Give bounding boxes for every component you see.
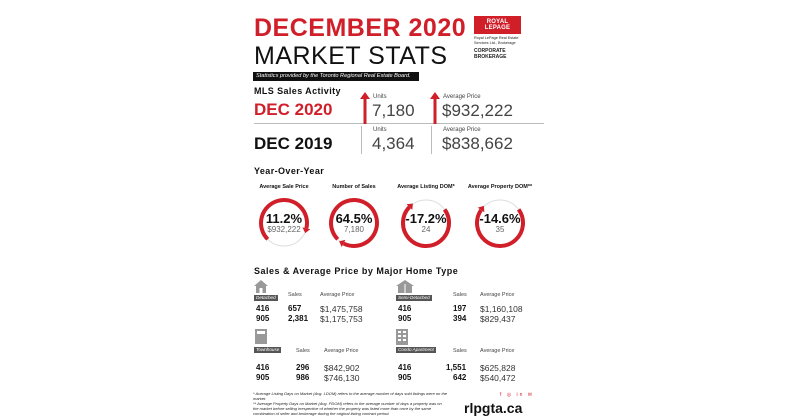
sales-count: 296 bbox=[296, 363, 310, 372]
home-type-tag: Townhouse bbox=[256, 347, 280, 352]
region-code: 416 bbox=[398, 304, 412, 313]
house-icon bbox=[254, 280, 268, 293]
previous-price-label: Average Price bbox=[443, 127, 481, 133]
price-col-header: Average Price bbox=[480, 292, 515, 298]
home-type-tag: Semi-Detached bbox=[398, 295, 430, 300]
region-code: 905 bbox=[256, 314, 270, 323]
current-price: $932,222 bbox=[442, 101, 513, 120]
sales-count: 986 bbox=[296, 373, 310, 382]
yoy-title: Average Listing DOM* bbox=[397, 184, 455, 190]
yoy-value: $932,222 bbox=[267, 225, 301, 234]
home-type-tag: Detached bbox=[256, 295, 276, 300]
region-code: 416 bbox=[256, 363, 270, 372]
sales-count: 394 bbox=[453, 314, 467, 323]
divider-vertical bbox=[361, 126, 362, 154]
avg-price: $842,902 bbox=[324, 363, 360, 373]
region-code: 905 bbox=[398, 314, 412, 323]
sales-count: 2,381 bbox=[288, 314, 309, 323]
price-col-header: Average Price bbox=[324, 348, 359, 354]
sales-col-header: Sales bbox=[453, 348, 467, 354]
region-code: 416 bbox=[256, 304, 270, 313]
condo-icon bbox=[396, 329, 408, 345]
previous-price: $838,662 bbox=[442, 134, 513, 153]
yoy-value: 7,180 bbox=[343, 225, 365, 234]
royal-lepage-logo bbox=[474, 16, 521, 60]
sales-col-header: Sales bbox=[288, 292, 302, 298]
title-line1: DECEMBER 2020 bbox=[254, 14, 467, 42]
previous-units: 4,364 bbox=[372, 134, 415, 153]
yoy-title: Average Property DOM** bbox=[467, 184, 533, 190]
home-type-tag: Condo Apartment bbox=[398, 347, 434, 352]
previous-period-label: DEC 2019 bbox=[254, 134, 333, 153]
social-icons[interactable]: f ◎ in ✉ bbox=[500, 392, 535, 398]
logo-brand: ROYAL LEPAGE bbox=[474, 16, 521, 34]
price-col-header: Average Price bbox=[320, 292, 355, 298]
avg-price: $1,475,758 bbox=[320, 304, 363, 314]
current-price-label: Average Price bbox=[443, 94, 481, 100]
footnotes bbox=[253, 391, 448, 416]
price-col-header: Average Price bbox=[480, 348, 515, 354]
yoy-value: 24 bbox=[421, 225, 431, 234]
sales-count: 197 bbox=[453, 304, 467, 313]
yoy-gauges bbox=[254, 180, 554, 250]
sales-col-header: Sales bbox=[296, 348, 310, 354]
divider-vertical bbox=[431, 126, 432, 154]
previous-units-label: Units bbox=[373, 127, 387, 133]
current-units: 7,180 bbox=[372, 101, 415, 120]
current-period-label: DEC 2020 bbox=[254, 100, 333, 119]
region-code: 416 bbox=[398, 363, 412, 372]
yoy-heading: Year-Over-Year bbox=[254, 166, 325, 176]
townhouse-icon bbox=[254, 329, 268, 344]
sales-count: 642 bbox=[453, 373, 467, 382]
sales-heading: Sales & Average Price by Major Home Type bbox=[254, 266, 459, 276]
avg-price: $1,160,108 bbox=[480, 304, 523, 314]
up-arrow-icon bbox=[360, 92, 370, 124]
home-type-townhouse bbox=[254, 329, 394, 384]
footnote-ldom: * Average Listing Days on Market (Avg. LDOM) refers to the average number of days sold listings were on the market. bbox=[253, 391, 448, 401]
sales-col-header: Sales bbox=[453, 292, 467, 298]
home-type-semi-detached bbox=[396, 280, 536, 330]
home-type-condo bbox=[396, 329, 536, 384]
yoy-percent: 11.2% bbox=[265, 211, 303, 226]
logo-division: CORPORATE BROKERAGE bbox=[474, 48, 507, 60]
up-arrow-icon bbox=[430, 92, 440, 124]
yoy-title: Number of Sales bbox=[332, 184, 376, 190]
mls-heading: MLS Sales Activity bbox=[254, 86, 341, 96]
subtitle-bar: Statistics provided by the Toronto Regional Real Estate Board. bbox=[253, 72, 419, 81]
home-type-detached bbox=[254, 280, 394, 330]
region-code: 905 bbox=[256, 373, 270, 382]
logo-company: Royal LePage Real Estate Services Ltd., Brokerage bbox=[474, 36, 519, 45]
yoy-title: Average Sale Price bbox=[259, 184, 309, 190]
footnote-pdom: ** Average Property Days on Market (Avg. PDOM) refers to the average number of days a property was on the market before selling irrespective of whether the property was listed more than once by the same combination of seller and brokerage during the original listing contract period. bbox=[253, 401, 442, 416]
title-line2: MARKET STATS bbox=[254, 42, 448, 70]
yoy-percent: 64.5% bbox=[335, 211, 373, 226]
yoy-percent: -14.6% bbox=[479, 211, 521, 226]
sales-count: 1,551 bbox=[446, 363, 467, 372]
avg-price: $1,175,753 bbox=[320, 314, 363, 324]
semi-house-icon bbox=[396, 280, 414, 293]
avg-price: $625,828 bbox=[480, 363, 516, 373]
divider bbox=[254, 123, 544, 124]
yoy-percent: -17.2% bbox=[405, 211, 447, 226]
sales-count: 657 bbox=[288, 304, 302, 313]
avg-price: $540,472 bbox=[480, 373, 516, 383]
current-units-label: Units bbox=[373, 94, 387, 100]
region-code: 905 bbox=[398, 373, 412, 382]
avg-price: $829,437 bbox=[480, 314, 516, 324]
avg-price: $746,130 bbox=[324, 373, 360, 383]
yoy-value: 35 bbox=[495, 225, 505, 234]
website-link[interactable]: rlpgta.ca bbox=[464, 400, 523, 416]
